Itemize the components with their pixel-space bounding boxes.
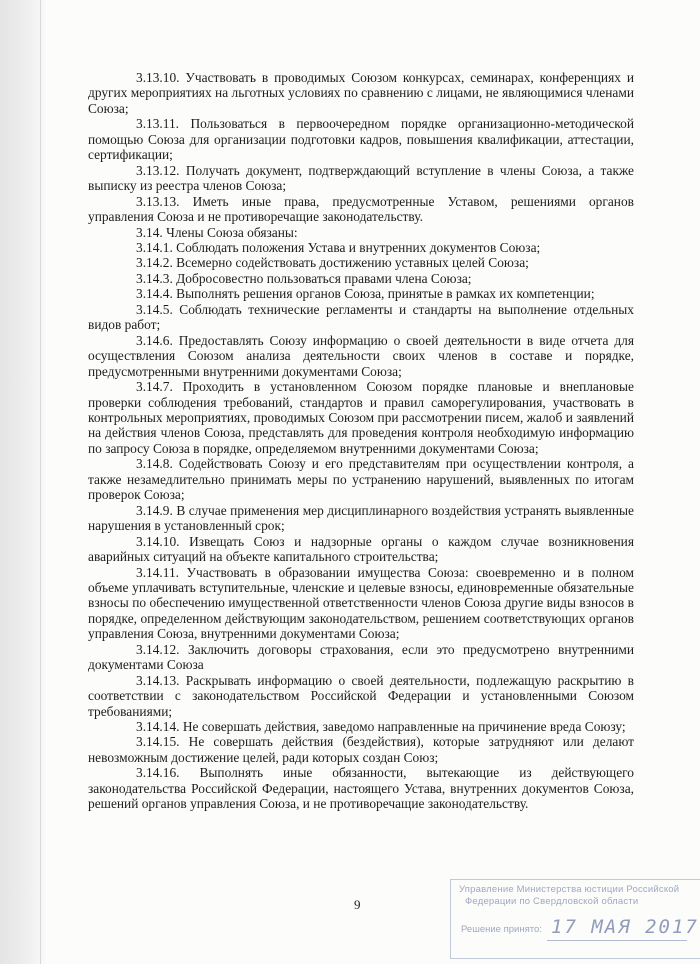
- paragraph-3-13-12: 3.13.12. Получать документ, подтверждающий вступление в члены Союза, а также выписку из реестра членов Союза;: [88, 162, 634, 194]
- registration-stamp: [450, 879, 700, 959]
- paragraph-3-14-10: 3.14.10. Извещать Союз и надзорные органы о каждом случае возникновения аварийных ситуаций на объекте капитального строительства;: [88, 533, 634, 565]
- paragraph-3-14-8: 3.14.8. Содействовать Союзу и его представителям при осуществлении контроля, а также незамедлительно принимать меры по устранению нарушений, выявленных по итогам проверок Союза;: [88, 456, 634, 503]
- paragraph-3-14-14: 3.14.14. Не совершать действия, заведомо направленные на причинение вреда Союзу;: [136, 719, 626, 735]
- paragraph-3-14-3: 3.14.3. Добросовестно пользоваться правами члена Союза;: [136, 270, 472, 286]
- stamp-authority-line-2: Федерации по Свердловской области: [465, 896, 639, 907]
- paragraph-3-14-7: 3.14.7. Проходить в установленном Союзом порядке плановые и внеплановые проверки соблюдения требований, стандартов и правил саморегулирования, участвовать в контрольных мероприятиях, проводимых Союзом при рассмотрении писем, жалоб и заявлений на действия членов Союза, представлять для проведения контроля необходимую информацию по запросу Союза в порядке, определяемом внутренними документами Союза;: [88, 379, 634, 456]
- paragraph-3-14-12: 3.14.12. Заключить договоры страхования, если это предусмотрено внутренними документами Союза: [88, 641, 634, 673]
- paragraph-3-14: 3.14. Члены Союза обязаны:: [136, 224, 298, 240]
- paragraph-3-14-2: 3.14.2. Всемерно содействовать достижению уставных целей Союза;: [136, 255, 529, 271]
- paragraph-3-14-9: 3.14.9. В случае применения мер дисциплинарного воздействия устранять выявленные нарушения в установленный срок;: [88, 502, 634, 534]
- stamp-decision-label: Решение принято:: [461, 924, 542, 935]
- paragraph-3-13-11: 3.13.11. Пользоваться в первоочередном порядке организационно-методической помощью Союза для организации подготовки кадров, повышения квалификации, аттестации, сертификации;: [88, 116, 634, 163]
- document-body: [88, 70, 634, 812]
- paragraph-3-13-10: 3.13.10. Участвовать в проводимых Союзом конкурсах, семинарах, конференциях и других мероприятиях на льготных условиях по сравнению с лицами, не являющимися членами Союза;: [88, 70, 634, 116]
- paragraph-3-14-4: 3.14.4. Выполнять решения органов Союза, принятые в рамках их компетенции;: [136, 286, 595, 302]
- paragraph-3-14-15: 3.14.15. Не совершать действия (бездействия), которые затрудняют или делают невозможным достижение целей, ради которых создан Союз;: [88, 734, 634, 765]
- paragraph-3-14-11: 3.14.11. Участвовать в образовании имущества Союза: своевременно и в полном объеме уплачивать вступительные, членские и целевые взносы, единовременные обязательные взносы по обеспечению имущественной ответственности членов Союза другие виды взносов в порядке, определенном действующим законодательством, решением соответствующих органов управления Союза, внутренними документами Союза;: [88, 564, 634, 642]
- paragraph-3-14-6: 3.14.6. Предоставлять Союзу информацию о своей деятельности в виде отчета для осуществления Союзом анализа деятельности своих членов в составе и порядке, предусмотренными внутренними документами Союза;: [88, 332, 634, 379]
- page-number: 9: [354, 897, 361, 912]
- paragraph-3-13-13: 3.13.13. Иметь иные права, предусмотренные Уставом, решениями органов управления Союза и не противоречащие законодательству.: [88, 193, 634, 225]
- stamp-authority-line-1: Управление Министерства юстиции Российской: [459, 884, 680, 895]
- paragraph-3-14-5: 3.14.5. Соблюдать технические регламенты и стандарты на выполнение отдельных видов работ;: [88, 301, 634, 333]
- paragraph-3-14-13: 3.14.13. Раскрывать информацию о своей деятельности, подлежащую раскрытию в соответствии с законодательством Российской Федерации и установленными Союзом требованиями;: [88, 672, 634, 719]
- stamp-date-underline: [547, 940, 687, 941]
- paragraph-3-14-16: 3.14.16. Выполнять иные обязанности, вытекающие из действующего законодательства Российской Федерации, настоящего Устава, внутренних документов Союза, решений органов управления Союза, и не противоречащие законодательству.: [88, 765, 634, 812]
- paragraph-3-14-1: 3.14.1. Соблюдать положения Устава и внутренних документов Союза;: [136, 239, 541, 255]
- stamp-date: 17 МАЯ 2017: [551, 916, 699, 938]
- binding-edge-line: [40, 0, 41, 964]
